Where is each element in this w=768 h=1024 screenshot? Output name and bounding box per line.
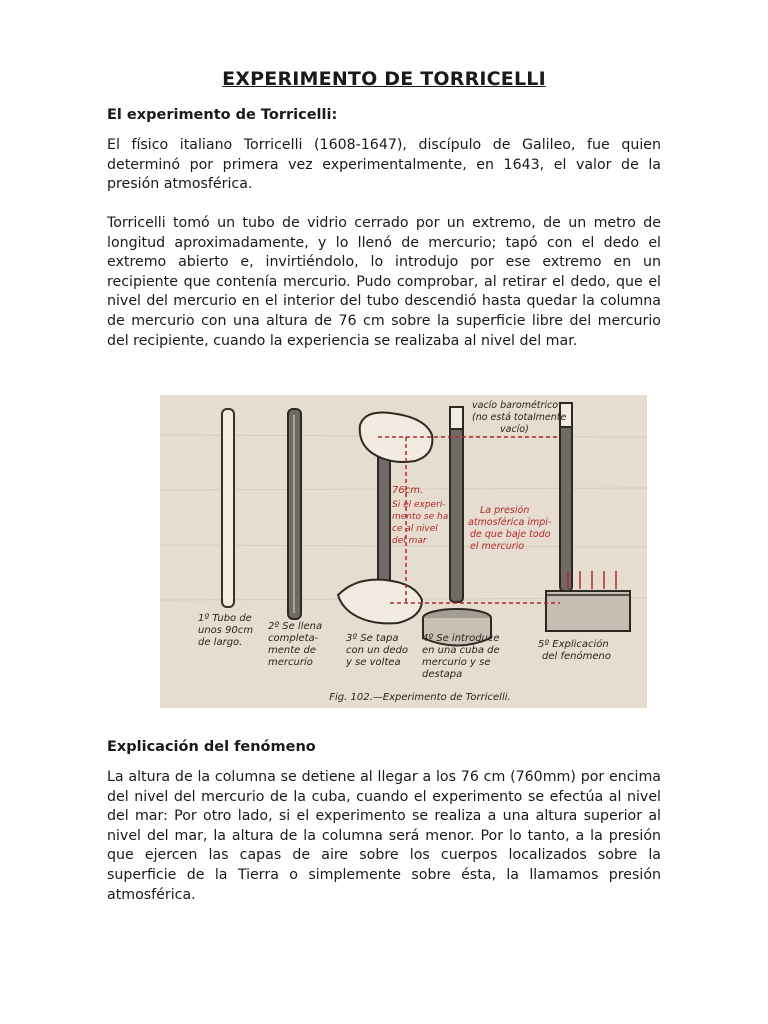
step5-label: 5º Explicación del fenómeno [538, 639, 611, 662]
step3-label: 3º Se tapa con un dedo y se voltea [346, 633, 408, 668]
step4-label: 4º Se introduce en una cuba de mercurio y se destapa [422, 633, 500, 680]
paragraph-explanation: La altura de la columna se detiene al llegar a los 76 cm (760mm) por encima del nivel del mercurio de la cuba, cuando el experimento se efectúa al nivel del mar: Por otro lado, si el experimento se realiza a una altura superior al nivel del mar, la altura de la columna será menor. Por lo tanto, a la presión que ejercen las capas de aire sobre los cuerpos localizados sobre la superficie de la Tierra o simplemente sobre ésta, la llamamos presión atmosférica. [107, 769, 661, 903]
document-title: EXPERIMENTO DE TORRICELLI [222, 68, 546, 90]
empty-tube [222, 409, 234, 607]
paragraph-procedure: Torricelli tomó un tubo de vidrio cerrado por un extremo, de un metro de longitud aproximadamente, y lo llenó de mercurio; tapó con el dedo el extremo abierto e, invirtiéndolo, lo introdujo por ese extremo en un recipiente que contenía mercurio. Pudo comprobar, al retirar el dedo, que el nivel del mercurio en el interior del tubo descendió hasta quedar la columna de mercurio con una altura de 76 cm sobre la superficie libre del mercurio del recipiente, cuando la experiencia se realizaba al nivel del mar. [107, 215, 661, 349]
lower-hand [338, 580, 422, 624]
filled-tube [288, 409, 301, 619]
vacuum-note: vacío barométrico (no está totalmente vacío) [472, 400, 567, 435]
step1-label: 1º Tubo de unos 90cm de largo. [198, 613, 254, 648]
section-heading-explanation: Explicación del fenómeno [107, 739, 316, 755]
torricelli-figure [160, 395, 647, 708]
pressure-arrows [568, 571, 616, 589]
figure-illustration [160, 395, 647, 708]
section-heading-experiment: El experimento de Torricelli: [107, 107, 338, 123]
pressure-note: La presión atmosférica impi- de que baje todo el mercurio [468, 505, 552, 552]
paragraph-intro: El físico italiano Torricelli (1608-1647), discípulo de Galileo, fue quien determinó por primera vez experimentalmente, en 1643, el valor de la presión atmosférica. [107, 137, 661, 193]
sea-level-note: Si el experi- mento se ha- ce al nivel del mar [392, 500, 452, 546]
figure-caption: Fig. 102.—Experimento de Torricelli. [329, 692, 511, 703]
height-label: 76cm. [392, 485, 424, 496]
step2-label: 2º Se llena completa- mente de mercurio [268, 621, 323, 668]
